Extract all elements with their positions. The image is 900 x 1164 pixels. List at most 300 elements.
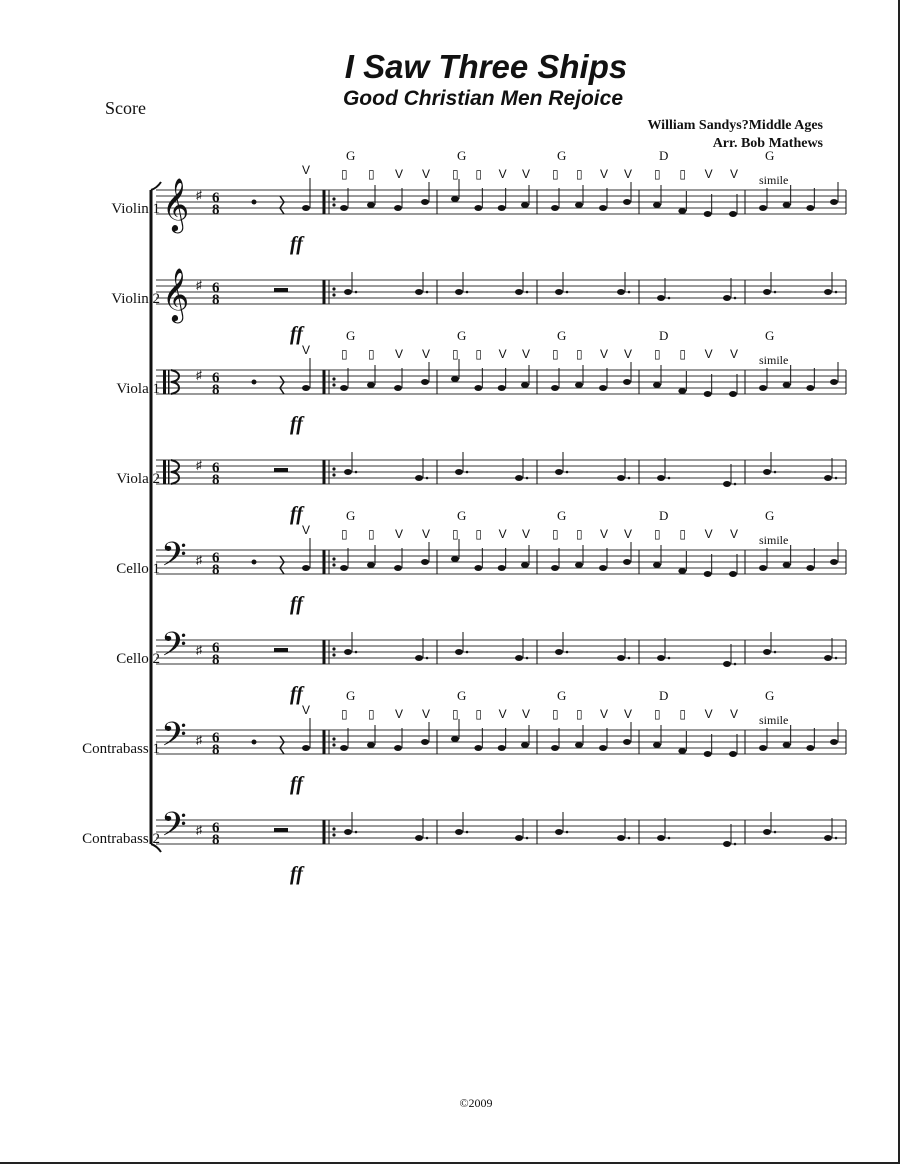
note-head [367,742,375,748]
bowing-mark: ▯ [576,167,583,181]
note-head [498,205,506,211]
bowing-mark: V [704,347,713,361]
repeat-dot [332,287,335,290]
repeat-dot [332,737,335,740]
chord-symbol: G [765,148,775,163]
alto-clef-icon-bar [168,460,170,484]
augmentation-dot [668,837,671,840]
arranger-credit: Arr. Bob Mathews [712,136,823,151]
up-bow-mark: V [302,703,311,717]
note-head [704,211,712,217]
note-head [555,289,563,295]
note-head [555,829,563,835]
time-signature-bottom: 8 [212,292,220,308]
bowing-mark: V [624,707,633,721]
note-head [575,202,583,208]
note-head [340,565,348,571]
augmentation-dot [734,297,737,300]
note-head [824,835,832,841]
chord-symbol: G [765,508,775,523]
augmentation-dot [566,831,569,834]
bowing-mark: V [395,527,404,541]
dotted-rest [252,740,257,745]
bowing-mark: ▯ [576,707,583,721]
note-head [344,289,352,295]
augmentation-dot [628,291,631,294]
note-head [455,829,463,835]
staff-2 [156,267,846,345]
note-head [515,835,523,841]
note-head [421,559,429,565]
note-head [653,382,661,388]
pickup-note [302,565,310,571]
augmentation-dot [668,297,671,300]
augmentation-dot [526,657,529,660]
dynamic-marking: ff [290,593,303,615]
time-signature-bottom: 8 [212,562,220,578]
repeat-dot [332,473,335,476]
time-signature-top: 6 [212,730,220,746]
bowing-mark: V [522,167,531,181]
simile-marking: simile [759,173,789,187]
augmentation-dot [526,291,529,294]
dynamic-marking: ff [290,233,303,255]
note-head [763,469,771,475]
bowing-mark: V [498,167,507,181]
staff-5 [156,508,846,615]
bowing-mark: V [624,347,633,361]
bowing-mark: V [730,527,739,541]
augmentation-dot [774,291,777,294]
note-head [367,202,375,208]
note-head [394,385,402,391]
bowing-mark: V [704,527,713,541]
note-head [421,739,429,745]
instrument-label-violin-1: Violin 1 [111,201,160,217]
augmentation-dot [466,651,469,654]
note-head [657,835,665,841]
note-head [421,199,429,205]
treble-clef-icon: 𝄞 [162,267,190,321]
note-head [340,205,348,211]
bowing-mark: ▯ [679,347,686,361]
note-head [623,559,631,565]
key-signature-sharp: ♯ [196,368,202,382]
bass-clef-icon: 𝄢 [161,806,187,852]
note-head [729,211,737,217]
note-head [723,481,731,487]
dotted-rest [252,380,257,385]
time-signature-top: 6 [212,190,220,206]
note-head [783,382,791,388]
bowing-mark: ▯ [679,707,686,721]
note-head [783,562,791,568]
note-head [623,739,631,745]
chord-symbol: G [557,148,567,163]
time-signature-bottom: 8 [212,202,220,218]
augmentation-dot [734,843,737,846]
repeat-dot [332,557,335,560]
repeat-dot [332,197,335,200]
note-head [830,379,838,385]
chord-symbol: G [557,688,567,703]
time-signature-top: 6 [212,460,220,476]
chord-symbol: D [659,148,669,163]
repeat-dot [332,743,335,746]
note-head [599,205,607,211]
instrument-label-contrabass-2: Contrabass 2 [82,831,160,847]
augmentation-dot [355,471,358,474]
note-head [617,289,625,295]
instrument-label-cello-2: Cello 2 [116,651,160,667]
bowing-mark: V [395,707,404,721]
bowing-mark: V [600,347,609,361]
augmentation-dot [566,291,569,294]
bowing-mark: V [730,347,739,361]
repeat-dot [332,203,335,206]
note-head [830,739,838,745]
note-head [551,205,559,211]
note-head [451,196,459,202]
augmentation-dot [628,477,631,480]
bowing-mark: V [422,347,431,361]
note-head [617,655,625,661]
note-head [723,661,731,667]
bowing-mark: V [704,167,713,181]
note-head [498,385,506,391]
augmentation-dot [466,471,469,474]
augmentation-dot [835,477,838,480]
pickup-note [302,745,310,751]
augmentation-dot [774,471,777,474]
bowing-mark: V [600,527,609,541]
augmentation-dot [526,477,529,480]
note-head [394,205,402,211]
key-signature-sharp: ♯ [196,188,202,202]
time-signature-bottom: 8 [212,742,220,758]
note-head [806,205,814,211]
note-head [555,469,563,475]
key-signature-sharp: ♯ [196,553,202,567]
note-head [474,565,482,571]
staff-8 [156,806,846,885]
augmentation-dot [734,483,737,486]
bowing-mark: V [624,167,633,181]
note-head [455,289,463,295]
piece-title: I Saw Three Ships [344,48,628,85]
chord-symbol: G [457,148,467,163]
note-head [806,385,814,391]
bowing-mark: V [395,347,404,361]
whole-rest [274,648,288,652]
bowing-mark: ▯ [552,707,559,721]
note-head [344,649,352,655]
note-head [415,655,423,661]
bowing-mark: ▯ [368,347,375,361]
dotted-rest [252,200,257,205]
augmentation-dot [668,657,671,660]
bowing-mark: ▯ [341,167,348,181]
staff-4 [156,452,846,525]
augmentation-dot [426,477,429,480]
bowing-mark: V [522,527,531,541]
bowing-mark: V [600,707,609,721]
augmentation-dot [628,837,631,840]
bowing-mark: ▯ [552,527,559,541]
augmentation-dot [466,831,469,834]
note-head [599,565,607,571]
alto-clef-icon [163,460,166,484]
chord-symbol: G [765,688,775,703]
up-bow-mark: V [302,343,311,357]
note-head [678,388,686,394]
augmentation-dot [355,831,358,834]
bowing-mark: ▯ [452,707,459,721]
simile-marking: simile [759,533,789,547]
chord-symbol: D [659,508,669,523]
note-head [521,742,529,748]
note-head [415,475,423,481]
note-head [759,205,767,211]
note-head [367,382,375,388]
note-head [783,202,791,208]
bracket-hook-bottom [151,844,161,852]
augmentation-dot [835,837,838,840]
whole-rest [274,828,288,832]
note-head [729,391,737,397]
note-head [521,382,529,388]
note-head [653,562,661,568]
note-head [367,562,375,568]
note-head [623,199,631,205]
bowing-mark: V [422,527,431,541]
time-signature-top: 6 [212,640,220,656]
bowing-mark: ▯ [452,527,459,541]
time-signature-top: 6 [212,370,220,386]
note-head [344,829,352,835]
augmentation-dot [526,837,529,840]
bowing-mark: ▯ [341,347,348,361]
augmentation-dot [628,657,631,660]
instrument-label-viola-1: Viola 1 [116,381,160,397]
note-head [824,475,832,481]
bowing-mark: ▯ [654,527,661,541]
note-head [551,745,559,751]
instrument-label-violin-2: Violin 2 [111,291,160,307]
note-head [451,736,459,742]
bowing-mark: ▯ [341,707,348,721]
instrument-label-cello-1: Cello 1 [116,561,160,577]
score-label: Score [105,98,146,118]
bracket-hook-top [151,182,161,190]
bass-clef-icon: 𝄢 [161,716,187,762]
note-head [515,655,523,661]
note-head [415,289,423,295]
bowing-mark: ▯ [475,707,482,721]
note-head [455,469,463,475]
note-head [617,835,625,841]
note-head [515,289,523,295]
bowing-mark: ▯ [475,167,482,181]
quarter-rest [280,196,284,214]
augmentation-dot [835,291,838,294]
augmentation-dot [426,837,429,840]
note-head [723,841,731,847]
up-bow-mark: V [302,163,311,177]
note-head [551,565,559,571]
bass-clef-icon: 𝄢 [161,536,187,582]
bowing-mark: ▯ [368,527,375,541]
note-head [575,742,583,748]
dotted-rest [252,560,257,565]
note-head [723,295,731,301]
note-head [783,742,791,748]
dynamic-marking: ff [290,503,303,525]
note-head [763,829,771,835]
bowing-mark: ▯ [368,167,375,181]
note-head [394,745,402,751]
augmentation-dot [774,651,777,654]
key-signature-sharp: ♯ [196,823,202,837]
bowing-mark: ▯ [576,347,583,361]
note-head [521,562,529,568]
note-head [474,385,482,391]
time-signature-bottom: 8 [212,832,220,848]
note-head [704,751,712,757]
time-signature-bottom: 8 [212,472,220,488]
bowing-mark: ▯ [368,707,375,721]
note-head [498,565,506,571]
augmentation-dot [426,657,429,660]
chord-symbol: G [557,328,567,343]
bowing-mark: ▯ [679,527,686,541]
note-head [704,571,712,577]
bowing-mark: V [498,707,507,721]
quarter-rest [280,556,284,574]
time-signature-bottom: 8 [212,382,220,398]
dynamic-marking: ff [290,863,303,885]
note-head [763,289,771,295]
augmentation-dot [835,657,838,660]
repeat-dot [332,383,335,386]
note-head [421,379,429,385]
repeat-dot [332,653,335,656]
bowing-mark: ▯ [475,347,482,361]
repeat-dot [332,377,335,380]
note-head [415,835,423,841]
note-head [498,745,506,751]
whole-rest [274,288,288,292]
chord-symbol: G [346,328,356,343]
dynamic-marking: ff [290,323,303,345]
note-head [451,376,459,382]
bowing-mark: V [422,167,431,181]
chord-symbol: D [659,328,669,343]
chord-symbol: G [457,328,467,343]
up-bow-mark: V [302,523,311,537]
note-head [344,469,352,475]
instrument-label-viola-2: Viola 2 [116,471,160,487]
bowing-mark: ▯ [576,527,583,541]
time-signature-top: 6 [212,280,220,296]
copyright-footer: ©2009 [459,1096,493,1110]
note-head [515,475,523,481]
bowing-mark: ▯ [452,347,459,361]
bowing-mark: V [600,167,609,181]
augmentation-dot [566,651,569,654]
augmentation-dot [466,291,469,294]
composer-credit: William Sandys?Middle Ages [647,118,823,133]
bowing-mark: ▯ [654,707,661,721]
note-head [623,379,631,385]
bowing-mark: ▯ [452,167,459,181]
key-signature-sharp: ♯ [196,643,202,657]
simile-marking: simile [759,713,789,727]
repeat-dot [332,467,335,470]
note-head [729,751,737,757]
treble-clef-icon: 𝄞 [162,177,190,231]
bass-clef-icon: 𝄢 [161,626,187,672]
note-head [451,556,459,562]
augmentation-dot [774,831,777,834]
bowing-mark: V [730,167,739,181]
note-head [763,649,771,655]
note-head [575,562,583,568]
note-head [806,745,814,751]
bowing-mark: ▯ [552,347,559,361]
bowing-mark: ▯ [475,527,482,541]
note-head [678,568,686,574]
augmentation-dot [355,291,358,294]
note-head [455,649,463,655]
staff-6 [156,626,846,705]
note-head [599,745,607,751]
note-head [340,385,348,391]
chord-symbol: G [557,508,567,523]
note-head [729,571,737,577]
bowing-mark: V [498,527,507,541]
augmentation-dot [668,477,671,480]
bowing-mark: V [522,707,531,721]
augmentation-dot [426,291,429,294]
chord-symbol: G [346,508,356,523]
alto-clef-icon [163,370,166,394]
note-head [759,385,767,391]
note-head [830,199,838,205]
dynamic-marking: ff [290,683,303,705]
note-head [521,202,529,208]
note-head [474,745,482,751]
key-signature-sharp: ♯ [196,278,202,292]
bowing-mark: ▯ [654,347,661,361]
quarter-rest [280,376,284,394]
quarter-rest [280,736,284,754]
note-head [653,202,661,208]
repeat-dot [332,563,335,566]
note-head [551,385,559,391]
bowing-mark: V [704,707,713,721]
note-head [759,565,767,571]
instrument-label-contrabass-1: Contrabass 1 [82,741,160,757]
note-head [759,745,767,751]
simile-marking: simile [759,353,789,367]
bowing-mark: ▯ [341,527,348,541]
note-head [653,742,661,748]
chord-symbol: G [457,688,467,703]
note-head [678,208,686,214]
key-signature-sharp: ♯ [196,733,202,747]
bowing-mark: V [522,347,531,361]
